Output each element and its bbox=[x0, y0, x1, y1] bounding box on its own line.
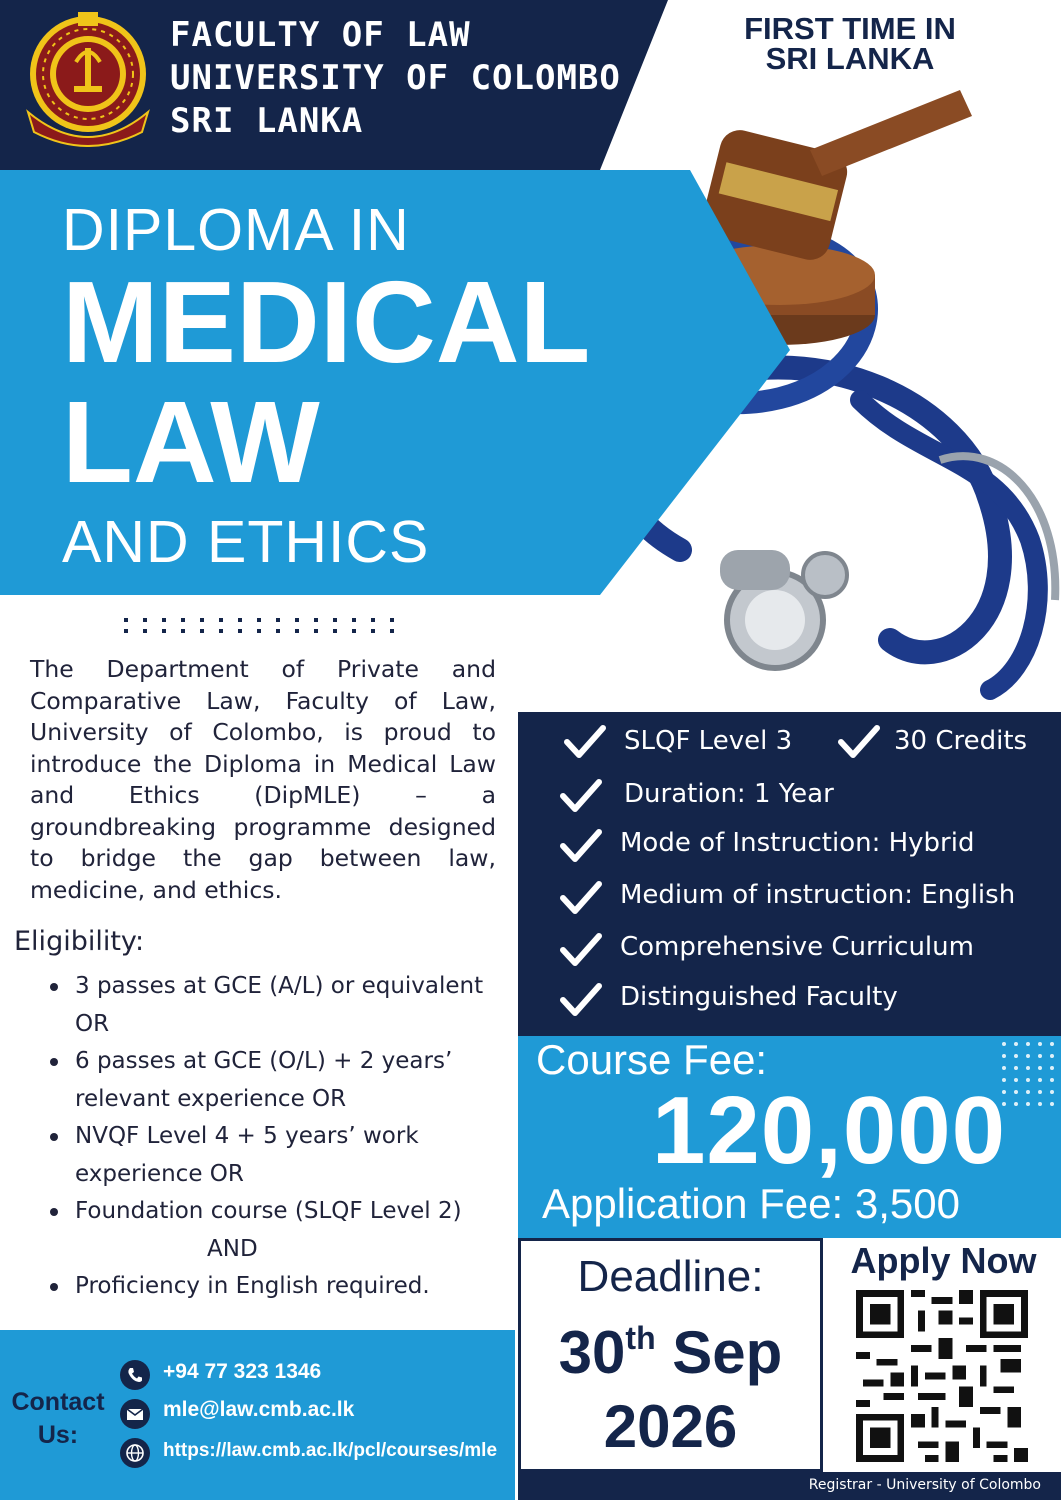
title-law: LAW bbox=[62, 377, 320, 507]
feature-mode-of-instruction: Mode of Instruction: Hybrid bbox=[620, 828, 975, 858]
faculty-title bbox=[170, 14, 621, 143]
registrar-credit: Registrar - University of Colombo bbox=[808, 1477, 1041, 1493]
eligibility-item: NVQF Level 4 + 5 years’ work experience OR bbox=[50, 1118, 500, 1193]
deadline-label: Deadline: bbox=[577, 1252, 764, 1301]
contact-heading-line-2: Us: bbox=[37, 1421, 79, 1449]
deadline-day-suffix: th bbox=[625, 1320, 656, 1356]
feature-faculty: Distinguished Faculty bbox=[620, 982, 898, 1012]
contact-heading bbox=[8, 1386, 108, 1452]
title-medical: MEDICAL bbox=[62, 257, 591, 387]
check-icon bbox=[560, 982, 602, 1018]
eligibility-list bbox=[50, 968, 500, 1306]
title-diploma-in: DIPLOMA IN bbox=[62, 197, 410, 263]
decorative-dot-grid bbox=[1000, 1040, 1058, 1120]
check-icon bbox=[838, 724, 880, 760]
feature-slqf-level: SLQF Level 3 bbox=[624, 726, 793, 756]
title-and-ethics: AND ETHICS bbox=[62, 509, 430, 575]
contact-email[interactable]: mle@law.cmb.ac.lk bbox=[163, 1398, 355, 1421]
feature-duration: Duration: 1 Year bbox=[624, 779, 834, 809]
eligibility-item: Proficiency in English required. bbox=[50, 1268, 500, 1306]
check-icon bbox=[560, 828, 602, 864]
globe-icon bbox=[120, 1438, 150, 1468]
application-fee: Application Fee: 3,500 bbox=[542, 1180, 960, 1227]
faculty-line-1: FACULTY OF LAW bbox=[170, 15, 471, 55]
deadline-date bbox=[518, 1318, 823, 1387]
contact-heading-line-1: Contact bbox=[11, 1388, 105, 1416]
eligibility-item: 6 passes at GCE (O/L) + 2 years’ relevant experience OR bbox=[50, 1043, 500, 1118]
first-time-line-2: SRI LANKA bbox=[765, 41, 935, 76]
check-icon bbox=[560, 932, 602, 968]
course-fee-amount: 120,000 bbox=[652, 1077, 1007, 1184]
faculty-line-3: SRI LANKA bbox=[170, 101, 364, 141]
apply-now-label: Apply Now bbox=[850, 1240, 1037, 1281]
programme-description: The Department of Private and Comparative Law, Faculty of Law, University of Colombo, is proud to introduce the Diploma in Medical Law and Ethics (DipMLE) – a groundbreaking programme designed to bridge the gap between law, medicine, and ethics. bbox=[30, 655, 496, 904]
contact-phone[interactable]: +94 77 323 1346 bbox=[163, 1360, 322, 1383]
eligibility-and: AND bbox=[207, 1235, 258, 1262]
eligibility-item: Foundation course (SLQF Level 2) bbox=[50, 1193, 500, 1231]
check-icon bbox=[560, 880, 602, 916]
phone-icon bbox=[120, 1360, 150, 1390]
deadline-month: Sep bbox=[672, 1319, 783, 1386]
check-icon bbox=[564, 724, 606, 760]
dotted-divider bbox=[124, 616, 396, 636]
first-time-line-1: FIRST TIME IN bbox=[744, 11, 956, 46]
contact-website[interactable]: https://law.cmb.ac.lk/pcl/courses/mle bbox=[163, 1440, 498, 1461]
faculty-line-2: UNIVERSITY OF COLOMBO bbox=[170, 58, 621, 98]
university-crest-logo bbox=[22, 12, 154, 147]
deadline-year: 2026 bbox=[603, 1393, 738, 1460]
feature-curriculum: Comprehensive Curriculum bbox=[620, 932, 974, 962]
email-icon bbox=[120, 1399, 150, 1429]
eligibility-item: 3 passes at GCE (A/L) or equivalent OR bbox=[50, 968, 500, 1043]
eligibility-heading: Eligibility: bbox=[14, 926, 145, 957]
deadline-day: 30 bbox=[558, 1319, 626, 1386]
check-icon bbox=[560, 778, 602, 814]
feature-credits: 30 Credits bbox=[894, 726, 1028, 756]
first-time-badge bbox=[700, 11, 1000, 76]
feature-medium-of-instruction: Medium of instruction: English bbox=[620, 880, 1016, 910]
qr-code[interactable] bbox=[856, 1290, 1028, 1462]
course-fee-label: Course Fee: bbox=[536, 1036, 768, 1083]
